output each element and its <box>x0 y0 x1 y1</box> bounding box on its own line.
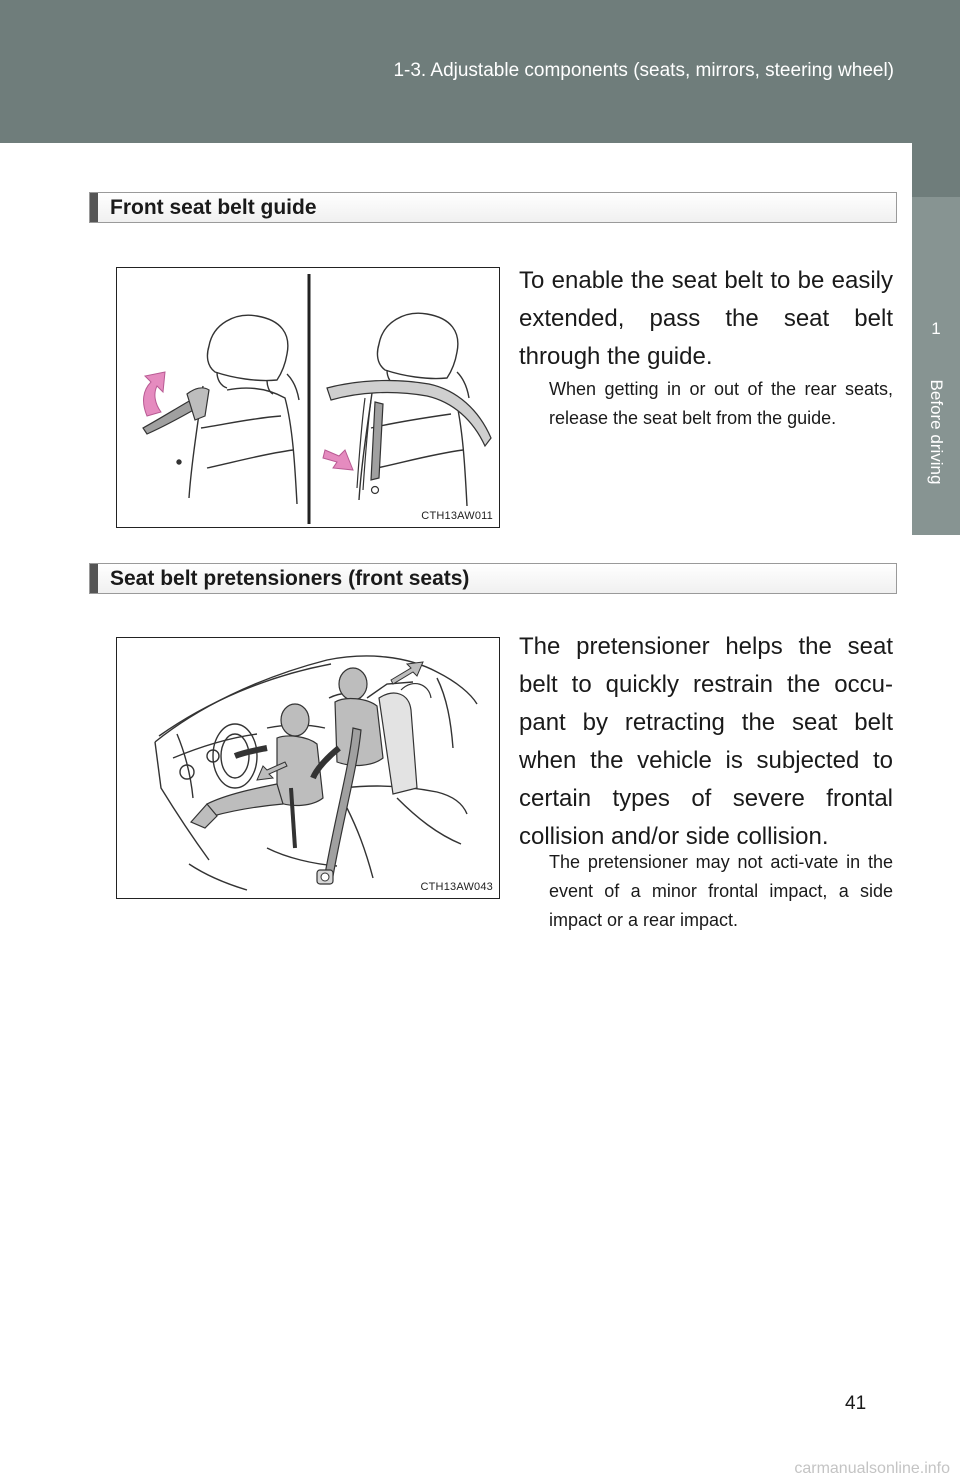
pretensioner-note: The pretensioner may not acti-vate in the event of a minor frontal impact, a side impact or a rear impact. <box>549 852 893 930</box>
section-heading-belt-guide <box>89 192 897 223</box>
section-title: Seat belt pretensioners (front seats) <box>110 567 470 590</box>
chapter-side-tab <box>912 197 960 535</box>
watermark: carmanualsonline.info <box>794 1460 950 1477</box>
pretensioner-illustration <box>116 637 500 899</box>
pink-arrow-down-icon <box>323 450 353 470</box>
page-number: 41 <box>845 1393 867 1414</box>
belt-guide-description: To enable the seat belt to be easily extended, pass the seat belt through the guide. <box>519 267 893 370</box>
section-title: Front seat belt guide <box>110 196 317 219</box>
belt-guide-note: When getting in or out of the rear seats, release the seat belt from the guide. <box>549 379 893 428</box>
section-heading-pretensioners <box>89 563 897 594</box>
occupants <box>191 668 431 828</box>
belt-guide-illustration <box>116 267 500 528</box>
figure-code: CTH13AW011 <box>421 510 493 522</box>
side-tab-upper <box>912 143 960 197</box>
header-band <box>0 0 960 143</box>
right-seat-belt <box>327 381 491 494</box>
chapter-title: 1-3. Adjustable components (seats, mirrors, steering wheel) <box>393 60 894 81</box>
pretensioner-drawing <box>117 638 499 898</box>
belt-guide-drawing <box>117 268 499 527</box>
pretensioner-description: The pretensioner helps the seat belt to quickly restrain the occu-pant by retracting the seat belt when the vehicle is subjected to certain types of severe frontal collision and/or side collision. <box>519 633 893 850</box>
figure-code: CTH13AW043 <box>420 881 493 893</box>
chapter-number: 1 <box>931 319 941 338</box>
pink-arrow-up-icon <box>144 372 165 416</box>
chapter-label: Before driving <box>927 379 946 485</box>
